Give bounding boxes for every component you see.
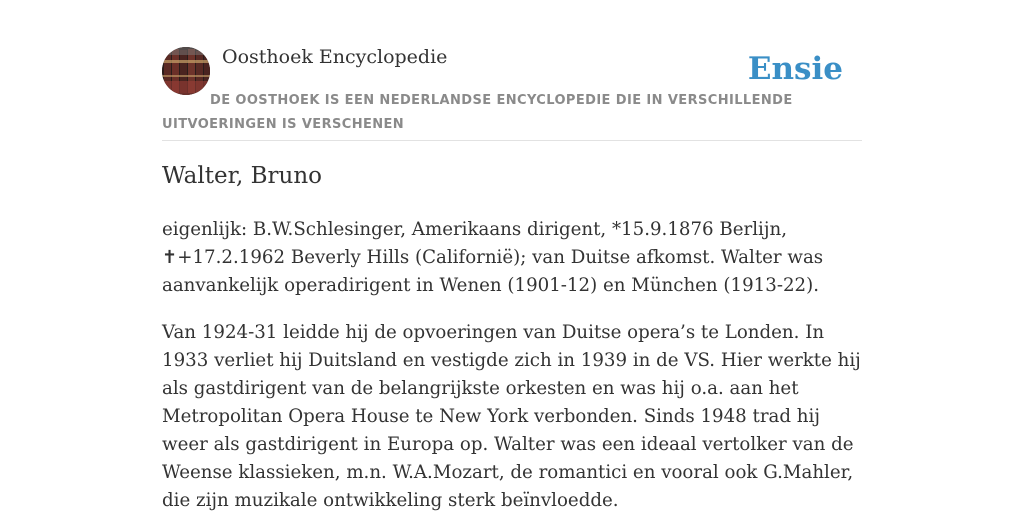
source-header bbox=[162, 0, 862, 141]
page-container bbox=[162, 0, 862, 511]
brand-logo[interactable]: Ensie bbox=[747, 51, 843, 87]
source-name-link[interactable]: Oosthoek Encyclopedie bbox=[222, 46, 448, 68]
article-title: Walter, Bruno bbox=[162, 163, 323, 189]
article-body bbox=[162, 216, 867, 512]
encyclopedia-books-icon[interactable] bbox=[162, 47, 210, 95]
article-paragraph: eigenlijk: B.W.Schlesinger, Amerikaans dirigent, *15.9.1876 Berlijn, ✝+17.2.1962 Beverly Hills (Californië); van Duitse afkomst. Walter was aanvankelijk operadirigent in Wenen (1901-12) en München (1913-22). bbox=[162, 219, 824, 296]
source-description: DE OOSTHOEK IS EEN NEDERLANDSE ENCYCLOPEDIE DIE IN VERSCHILLENDE UITVOERINGEN IS VERSCHENEN bbox=[162, 93, 793, 132]
article-paragraph: Van 1924-31 leidde hij de opvoeringen van Duitse opera’s te Londen. In 1933 verliet hij Duitsland en vestigde zich in 1939 in de VS. Hier werkte hij als gastdirigent van de belangrijkste orkesten en was hij o.a. aan het Metropolitan Opera House te New York verbonden. Sinds 1948 trad hij weer als gastdirigent in Europa op. Walter was een ideaal vertolker van de Weense klassieken, m.n. W.A.Mozart, de romantici en vooral ook G.Mahler, die zijn muzikale ontwikkeling sterk beïnvloedde. bbox=[162, 322, 861, 511]
